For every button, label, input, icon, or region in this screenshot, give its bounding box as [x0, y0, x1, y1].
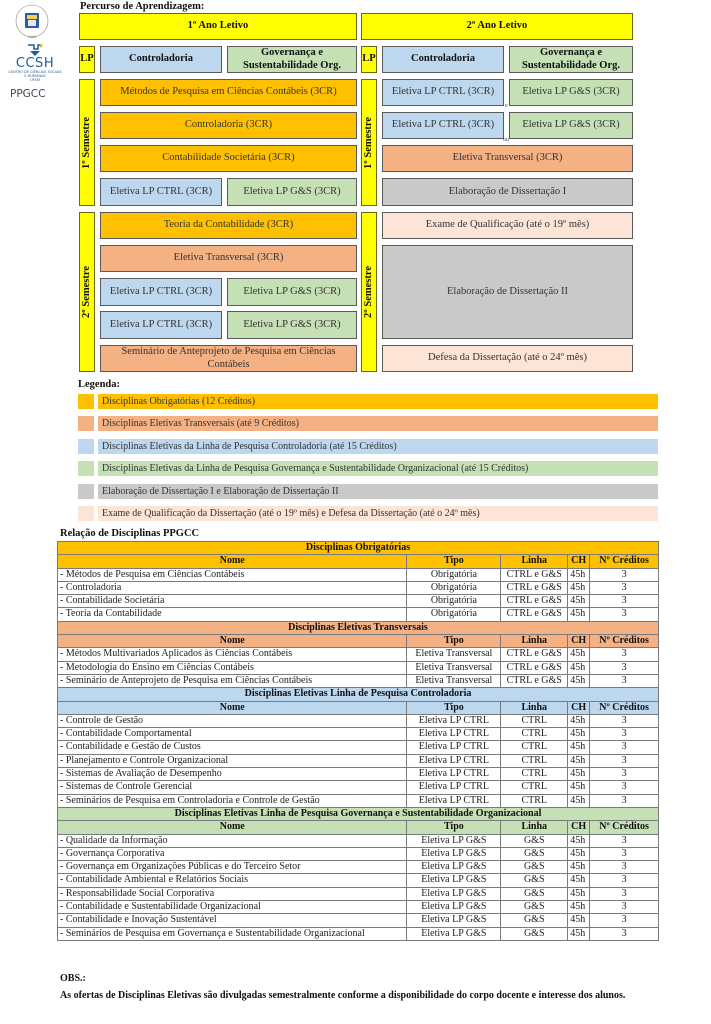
svg-text:1960: 1960 [28, 35, 36, 39]
lp-label-year-2: LP [361, 46, 377, 73]
cell-ch: 45h [568, 648, 590, 661]
year-1-header: 1º Ano Letivo [79, 13, 357, 40]
cell-linha: G&S [501, 887, 568, 900]
cell-ch: 45h [568, 754, 590, 767]
cell-creditos: 3 [590, 661, 659, 674]
cell-creditos: 3 [590, 794, 659, 807]
section-title-row [58, 542, 659, 555]
cell-creditos: 3 [590, 768, 659, 781]
cell-ch: 45h [568, 781, 590, 794]
column-header-nome: Nome [58, 821, 407, 834]
cell-tipo: Eletiva LP CTRL [407, 754, 501, 767]
cell-linha: CTRL e G&S [501, 661, 568, 674]
table-row [58, 794, 659, 807]
cell-linha: CTRL [501, 781, 568, 794]
cell-creditos: 3 [590, 887, 659, 900]
cell-tipo: Eletiva LP CTRL [407, 714, 501, 727]
course-block: Eletiva Transversal (3CR) [100, 245, 357, 272]
elective-gs-block: Eletiva LP G&S (3CR) [227, 311, 357, 339]
table-row [58, 781, 659, 794]
column-header-row [58, 555, 659, 568]
cell-linha: G&S [501, 927, 568, 940]
column-header-ch: CH [568, 635, 590, 648]
cell-tipo: Eletiva LP G&S [407, 927, 501, 940]
table-row [58, 834, 659, 847]
course-block: Métodos de Pesquisa em Ciências Contábeis (3CR) [100, 79, 357, 106]
cell-linha: G&S [501, 834, 568, 847]
cell-linha: G&S [501, 874, 568, 887]
table-row [58, 661, 659, 674]
cell-tipo: Eletiva LP G&S [407, 901, 501, 914]
course-block: Contabilidade Societária (3CR) [100, 145, 357, 172]
column-header-row [58, 821, 659, 834]
cell-nome: - Contabilidade e Sustentabilidade Organizacional [58, 901, 407, 914]
semester-text: 2º Semestre [362, 266, 374, 318]
cell-nome: - Contabilidade e Gestão de Custos [58, 741, 407, 754]
line-controladoria-year-2: Controladoria [382, 46, 504, 73]
table-row [58, 754, 659, 767]
line-controladoria-year-1: Controladoria [100, 46, 222, 73]
cell-tipo: Eletiva LP G&S [407, 834, 501, 847]
cell-tipo: Eletiva LP CTRL [407, 741, 501, 754]
cell-nome: - Métodos Multivariados Aplicados às Ciências Contábeis [58, 648, 407, 661]
elective-gs-block: Eletiva LP G&S (3CR) [509, 112, 633, 139]
cell-nome: - Métodos de Pesquisa em Ciências Contábeis [58, 568, 407, 581]
cell-creditos: 3 [590, 874, 659, 887]
ccsh-abbr: CCSH [15, 56, 55, 71]
cell-tipo: Eletiva LP CTRL [407, 794, 501, 807]
cell-ch: 45h [568, 874, 590, 887]
elective-ctrl-block: Eletiva LP CTRL (3CR) [100, 311, 222, 339]
legend-item: Elaboração de Dissertação I e Elaboração de Dissertação II [98, 484, 658, 499]
ccsh-inst: UFSM [30, 78, 40, 82]
column-header-tipo: Tipo [407, 635, 501, 648]
cell-nome: - Seminários de Pesquisa em Controladoria e Controle de Gestão [58, 794, 407, 807]
column-header-tipo: Tipo [407, 555, 501, 568]
cell-ch: 45h [568, 847, 590, 860]
cell-linha: CTRL [501, 741, 568, 754]
table-row [58, 674, 659, 687]
cell-ch: 45h [568, 741, 590, 754]
cell-nome: - Contabilidade Ambiental e Relatórios Sociais [58, 874, 407, 887]
cell-creditos: 3 [590, 847, 659, 860]
legend-item: Disciplinas Obrigatórias (12 Créditos) [98, 394, 658, 409]
cell-nome: - Contabilidade Societária [58, 595, 407, 608]
obs-label: OBS.: [60, 973, 86, 984]
cell-linha: CTRL [501, 714, 568, 727]
obs-text: As ofertas de Disciplinas Eletivas são divulgadas semestralmente conforme a disponibilidade do corpo docente e interesse dos alunos. [60, 990, 626, 1001]
cell-creditos: 3 [590, 595, 659, 608]
lp-label-year-1: LP [79, 46, 95, 73]
section-title-row [58, 807, 659, 820]
cell-linha: CTRL e G&S [501, 595, 568, 608]
column-header-ch: CH [568, 701, 590, 714]
table-row [58, 595, 659, 608]
section-title-row [58, 621, 659, 634]
cell-linha: CTRL [501, 754, 568, 767]
elective-gs-block: Eletiva LP G&S (3CR) [227, 278, 357, 306]
table-row [58, 874, 659, 887]
cell-creditos: 3 [590, 581, 659, 594]
semester-label-y2-s2 [361, 212, 377, 372]
semester-label-y2-s1 [361, 79, 377, 206]
cell-linha: CTRL e G&S [501, 581, 568, 594]
cell-nome: - Controladoria [58, 581, 407, 594]
cell-creditos: 3 [590, 568, 659, 581]
cell-tipo: Obrigatória [407, 595, 501, 608]
cell-ch: 45h [568, 608, 590, 621]
cell-creditos: 3 [590, 674, 659, 687]
table-row [58, 741, 659, 754]
legend-swatch [78, 394, 94, 409]
table-row [58, 887, 659, 900]
cell-linha: CTRL [501, 794, 568, 807]
section-title: Disciplinas Eletivas Transversais [58, 621, 659, 634]
qualification-block: Exame de Qualificação (até o 19º mês) [382, 212, 633, 239]
elective-ctrl-block: Eletiva LP CTRL (3CR) [382, 79, 504, 106]
cell-nome: - Teoria da Contabilidade [58, 608, 407, 621]
cell-creditos: 3 [590, 714, 659, 727]
cell-nome: - Planejamento e Controle Organizacional [58, 754, 407, 767]
semester-label-y1-s2 [79, 212, 95, 372]
legend-item: Exame de Qualificação da Dissertação (até o 19º mês) e Defesa da Dissertação (até o 24º mês) [98, 506, 658, 521]
defense-block: Defesa da Dissertação (até o 24º mês) [382, 345, 633, 372]
cell-nome: - Contabilidade Comportamental [58, 728, 407, 741]
cell-tipo: Eletiva Transversal [407, 674, 501, 687]
cell-ch: 45h [568, 714, 590, 727]
semester-label-y1-s1 [79, 79, 95, 206]
section-title: Disciplinas Eletivas Linha de Pesquisa Governança e Sustentabilidade Organizacional [58, 807, 659, 820]
disciplines-title: Relação de Disciplinas PPGCC [60, 528, 200, 539]
cell-ch: 45h [568, 728, 590, 741]
column-header-row [58, 635, 659, 648]
cell-linha: G&S [501, 914, 568, 927]
table-row [58, 861, 659, 874]
line-governanca-year-1: Governança e Sustentabilidade Org. [227, 46, 357, 73]
elective-gs-block: Eletiva LP G&S (3CR) [227, 178, 357, 206]
cell-tipo: Eletiva LP CTRL [407, 768, 501, 781]
course-block: Teoria da Contabilidade (3CR) [100, 212, 357, 239]
cell-nome: - Controle de Gestão [58, 714, 407, 727]
ufsm-logo [12, 4, 52, 40]
legend-item: Disciplinas Eletivas da Linha de Pesquisa Governança e Sustentabilidade Organizacional (até 15 Créditos) [98, 461, 658, 476]
cell-ch: 45h [568, 914, 590, 927]
cell-creditos: 3 [590, 927, 659, 940]
column-header-creditos: Nº Créditos [590, 701, 659, 714]
column-header-linha: Linha [501, 555, 568, 568]
cell-ch: 45h [568, 595, 590, 608]
cell-ch: 45h [568, 794, 590, 807]
cell-ch: 45h [568, 901, 590, 914]
table-row [58, 901, 659, 914]
cell-nome: - Contabilidade e Inovação Sustentável [58, 914, 407, 927]
column-header-nome: Nome [58, 555, 407, 568]
cell-creditos: 3 [590, 834, 659, 847]
cell-creditos: 3 [590, 728, 659, 741]
table-row [58, 768, 659, 781]
cell-ch: 45h [568, 861, 590, 874]
column-header-linha: Linha [501, 635, 568, 648]
cell-linha: G&S [501, 901, 568, 914]
elective-ctrl-block: Eletiva LP CTRL (3CR) [100, 278, 222, 306]
ccsh-logo [8, 43, 62, 83]
seminar-block: Seminário de Anteprojeto de Pesquisa em Ciências Contábeis [100, 345, 357, 372]
cell-ch: 45h [568, 568, 590, 581]
cell-tipo: Eletiva LP CTRL [407, 781, 501, 794]
semester-text: 1º Semestre [362, 116, 374, 169]
table-row [58, 648, 659, 661]
year-2-header: 2º Ano Letivo [361, 13, 633, 40]
cell-ch: 45h [568, 927, 590, 940]
table-row [58, 581, 659, 594]
cell-creditos: 3 [590, 861, 659, 874]
cell-creditos: 3 [590, 608, 659, 621]
legend-swatch [78, 461, 94, 476]
table-row [58, 608, 659, 621]
semester-text: 2º Semestre [80, 266, 92, 318]
elective-ctrl-block: Eletiva LP CTRL (3CR) [100, 178, 222, 206]
cell-tipo: Eletiva LP G&S [407, 914, 501, 927]
table-row [58, 914, 659, 927]
cell-tipo: Eletiva LP G&S [407, 874, 501, 887]
cell-ch: 45h [568, 674, 590, 687]
cell-nome: - Sistemas de Avaliação de Desempenho [58, 768, 407, 781]
program-label: PPGCC [10, 88, 46, 100]
cell-ch: 45h [568, 661, 590, 674]
section-title-row [58, 688, 659, 701]
cell-linha: CTRL e G&S [501, 608, 568, 621]
legend-item: Disciplinas Eletivas Transversais (até 9 Créditos) [98, 416, 658, 431]
table-row [58, 728, 659, 741]
cell-creditos: 3 [590, 901, 659, 914]
legend-swatch [78, 506, 94, 521]
cell-nome: - Sistemas de Controle Gerencial [58, 781, 407, 794]
cell-creditos: 3 [590, 781, 659, 794]
legend-swatch [78, 416, 94, 431]
cell-linha: CTRL e G&S [501, 568, 568, 581]
cell-nome: - Seminários de Pesquisa em Governança e Sustentabilidade Organizacional [58, 927, 407, 940]
semester-text: 1º Semestre [80, 116, 92, 169]
cell-tipo: Obrigatória [407, 568, 501, 581]
cell-nome: - Seminário de Anteprojeto de Pesquisa em Ciências Contábeis [58, 674, 407, 687]
cell-ch: 45h [568, 768, 590, 781]
dissertation-2-block: Elaboração de Dissertação II [382, 245, 633, 339]
column-header-linha: Linha [501, 701, 568, 714]
cell-linha: CTRL [501, 728, 568, 741]
column-header-tipo: Tipo [407, 821, 501, 834]
legend-item: Disciplinas Eletivas da Linha de Pesquisa Controladoria (até 15 Créditos) [98, 439, 658, 454]
line-governanca-year-2: Governança e Sustentabilidade Org. [509, 46, 633, 73]
cell-creditos: 3 [590, 741, 659, 754]
column-header-creditos: Nº Créditos [590, 555, 659, 568]
column-header-linha: Linha [501, 821, 568, 834]
cell-nome: - Governança Corporativa [58, 847, 407, 860]
connector-or: ou [503, 137, 509, 143]
cell-tipo: Eletiva LP G&S [407, 887, 501, 900]
column-header-row [58, 701, 659, 714]
course-block: Controladoria (3CR) [100, 112, 357, 139]
connector-and: e [505, 103, 508, 109]
cell-ch: 45h [568, 834, 590, 847]
cell-nome: - Responsabilidade Social Corporativa [58, 887, 407, 900]
cell-linha: CTRL [501, 768, 568, 781]
table-row [58, 714, 659, 727]
ccsh-name: CENTRO DE CIÊNCIAS SOCIAIS E HUMANAS [8, 70, 62, 78]
column-header-ch: CH [568, 821, 590, 834]
legend-title: Legenda: [78, 379, 120, 390]
column-header-creditos: Nº Créditos [590, 635, 659, 648]
cell-tipo: Eletiva LP G&S [407, 847, 501, 860]
table-row [58, 568, 659, 581]
cell-linha: CTRL e G&S [501, 674, 568, 687]
cell-linha: G&S [501, 847, 568, 860]
section-title: Disciplinas Obrigatórias [58, 542, 659, 555]
cell-ch: 45h [568, 887, 590, 900]
section-title: Disciplinas Eletivas Linha de Pesquisa Controladoria [58, 688, 659, 701]
cell-nome: - Metodologia do Ensino em Ciências Contábeis [58, 661, 407, 674]
dissertation-1-block: Elaboração de Dissertação I [382, 178, 633, 206]
cell-tipo: Obrigatória [407, 608, 501, 621]
table-row [58, 927, 659, 940]
cell-creditos: 3 [590, 648, 659, 661]
university-seal-icon [12, 4, 52, 40]
cell-ch: 45h [568, 581, 590, 594]
ccsh-emblem-icon [25, 43, 45, 57]
cell-linha: CTRL e G&S [501, 648, 568, 661]
elective-gs-block: Eletiva LP G&S (3CR) [509, 79, 633, 106]
elective-ctrl-block: Eletiva LP CTRL (3CR) [382, 112, 504, 139]
cell-linha: G&S [501, 861, 568, 874]
cell-creditos: 3 [590, 914, 659, 927]
table-row [58, 847, 659, 860]
column-header-nome: Nome [58, 635, 407, 648]
cell-nome: - Governança em Organizações Públicas e do Terceiro Setor [58, 861, 407, 874]
disciplines-table [57, 541, 659, 941]
cell-tipo: Eletiva LP G&S [407, 861, 501, 874]
cell-tipo: Eletiva Transversal [407, 648, 501, 661]
legend-swatch [78, 484, 94, 499]
cell-tipo: Eletiva LP CTRL [407, 728, 501, 741]
cell-tipo: Eletiva Transversal [407, 661, 501, 674]
transversal-block: Eletiva Transversal (3CR) [382, 145, 633, 172]
cell-creditos: 3 [590, 754, 659, 767]
legend-swatch [78, 439, 94, 454]
column-header-creditos: Nº Créditos [590, 821, 659, 834]
pathway-title: Percurso de Aprendizagem: [80, 1, 205, 12]
column-header-nome: Nome [58, 701, 407, 714]
column-header-tipo: Tipo [407, 701, 501, 714]
column-header-ch: CH [568, 555, 590, 568]
cell-nome: - Qualidade da Informação [58, 834, 407, 847]
cell-tipo: Obrigatória [407, 581, 501, 594]
